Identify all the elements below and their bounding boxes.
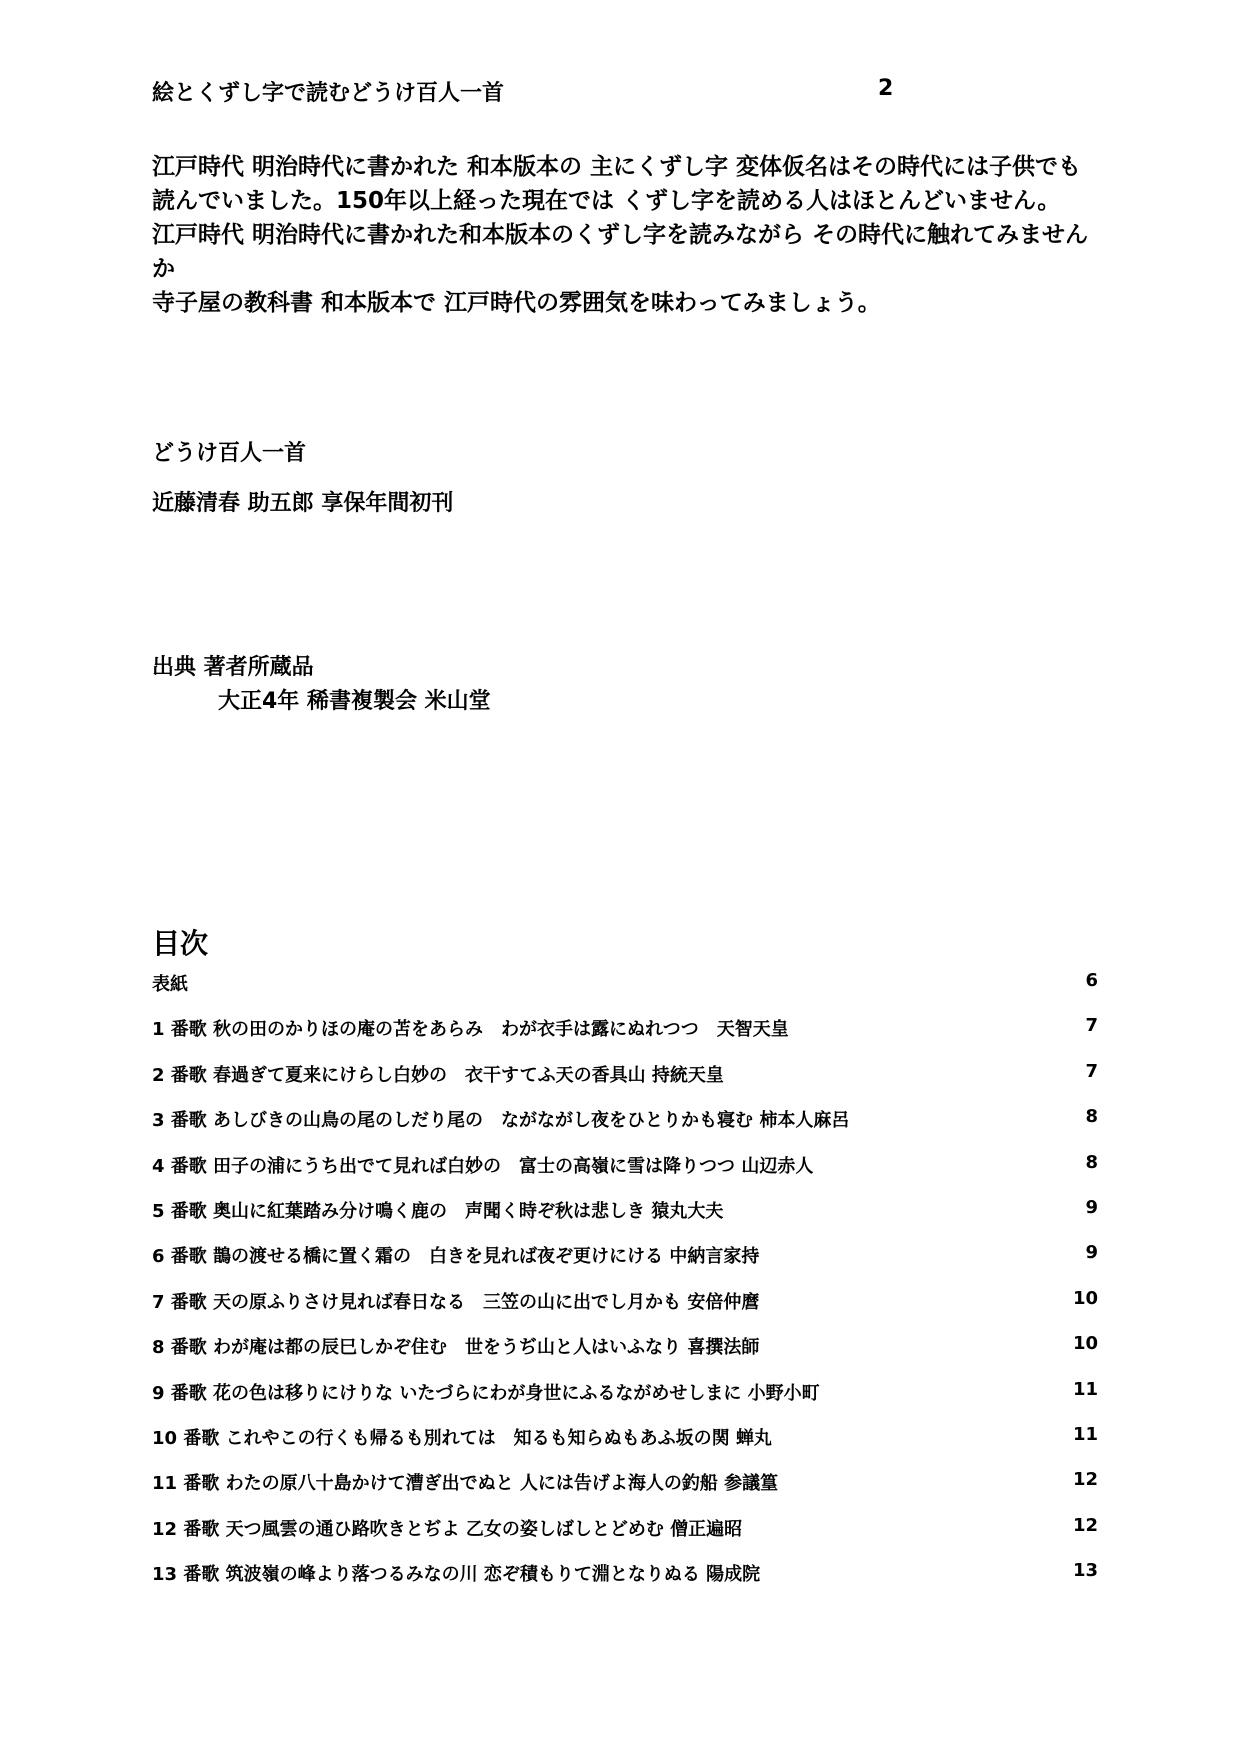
toc-entry-text: 表紙: [152, 974, 188, 995]
toc-entry-text: 12 番歌 天つ風雲の通ひ路吹きとぢよ 乙女の姿しばしとどめむ 僧正遍昭: [152, 1518, 743, 1540]
toc-entry-text: 5 番歌 奥山に紅葉踏み分け鳴く鹿の 声聞く時ぞ秋は悲しき 猿丸大夫: [152, 1200, 724, 1222]
intro-line: 寺子屋の教科書 和本版本で 江戸時代の雰囲気を味わってみましょう。: [152, 290, 881, 316]
toc-entry-page: 7: [1085, 1060, 1098, 1082]
toc-entry[interactable]: [152, 1469, 1098, 1514]
toc-entry[interactable]: [152, 1015, 1098, 1060]
toc-entry-page: 9: [1085, 1196, 1098, 1218]
intro-paragraph: [152, 150, 1092, 320]
toc-entry-page: 7: [1085, 1015, 1098, 1037]
toc-entry-page: 8: [1085, 1151, 1098, 1173]
toc-entry-text: 7 番歌 天の原ふりさけ見れば春日なる 三笠の山に出でし月かも 安倍仲麿: [152, 1291, 760, 1313]
toc-entry[interactable]: [152, 1242, 1098, 1287]
toc-entry-page: 12: [1072, 1514, 1098, 1536]
toc-entry-text: 8 番歌 わが庵は都の辰巳しかぞ住む 世をうぢ山と人はいふなり 喜撰法師: [152, 1337, 760, 1359]
toc-entry[interactable]: [152, 1333, 1098, 1378]
toc-entry[interactable]: [152, 1061, 1098, 1106]
toc-entry-page: 11: [1072, 1423, 1098, 1445]
book-title: どうけ百人一首: [152, 441, 307, 466]
toc-entry-page: 8: [1085, 1106, 1098, 1128]
toc-entry[interactable]: [152, 1288, 1098, 1333]
toc-entry[interactable]: [152, 1152, 1098, 1197]
toc-entry-text: 11 番歌 わたの原八十島かけて漕ぎ出でぬと 人には告げよ海人の釣船 参議篁: [152, 1473, 779, 1495]
toc-entry-page: 10: [1072, 1287, 1098, 1309]
toc-entry-text: 9 番歌 花の色は移りにけりな いたづらにわが身世にふるながめせしまに 小野小町: [152, 1382, 820, 1404]
table-of-contents: [152, 970, 1098, 1605]
toc-entry-text: 6 番歌 鵲の渡せる橋に置く霜の 白きを見れば夜ぞ更けにける 中納言家持: [152, 1246, 760, 1268]
toc-entry-page: 6: [1085, 970, 1098, 991]
source-detail: 大正4年 稀書複製会 米山堂: [218, 689, 491, 714]
header-page-number: 2: [878, 76, 894, 101]
toc-entry-text: 13 番歌 筑波嶺の峰より落つるみなの川 恋ぞ積もりて淵となりぬる 陽成院: [152, 1564, 761, 1586]
toc-entry[interactable]: [152, 1106, 1098, 1151]
toc-entry[interactable]: [152, 1197, 1098, 1242]
toc-entry-text: 4 番歌 田子の浦にうち出でて見れば白妙の 富士の高嶺に雪は降りつつ 山辺赤人: [152, 1155, 814, 1177]
toc-entry-text: 1 番歌 秋の田のかりほの庵の苫をあらみ わが衣手は露にぬれつつ 天智天皇: [152, 1019, 789, 1041]
toc-entry-page: 13: [1072, 1560, 1098, 1582]
toc-entry-text: 10 番歌 これやこの行くも帰るも別れては 知るも知らぬもあふ坂の関 蝉丸: [152, 1427, 772, 1449]
source-label: 出典 著者所蔵品: [152, 655, 314, 680]
intro-line: 江戸時代 明治時代に書かれた和本版本のくずし字を読みながら その時代に触れてみませんか: [152, 222, 1089, 282]
toc-entry-page: 9: [1085, 1242, 1098, 1264]
intro-line: 江戸時代 明治時代に書かれた 和本版本の 主にくずし字 変体仮名はその時代には子供でも読んでいました。150年以上経った現在では くずし字を読める人はほとんどいません。: [152, 154, 1082, 214]
header-title: 絵とくずし字で読むどうけ百人一首: [152, 81, 505, 106]
toc-entry[interactable]: [152, 970, 1098, 1015]
toc-entry[interactable]: [152, 1424, 1098, 1469]
toc-entry[interactable]: [152, 1515, 1098, 1560]
book-author: 近藤清春 助五郎 享保年間初刊: [152, 491, 454, 516]
toc-entry-page: 12: [1072, 1469, 1098, 1491]
toc-entry-text: 2 番歌 春過ぎて夏来にけらし白妙の 衣干すてふ天の香具山 持統天皇: [152, 1064, 724, 1086]
toc-entry-page: 10: [1072, 1333, 1098, 1355]
toc-heading: 目次: [152, 927, 209, 960]
toc-entry-text: 3 番歌 あしびきの山鳥の尾のしだり尾の ながながし夜をひとりかも寝む 柿本人麻呂: [152, 1110, 850, 1132]
toc-entry[interactable]: [152, 1379, 1098, 1424]
toc-entry[interactable]: [152, 1560, 1098, 1605]
toc-entry-page: 11: [1072, 1378, 1098, 1400]
